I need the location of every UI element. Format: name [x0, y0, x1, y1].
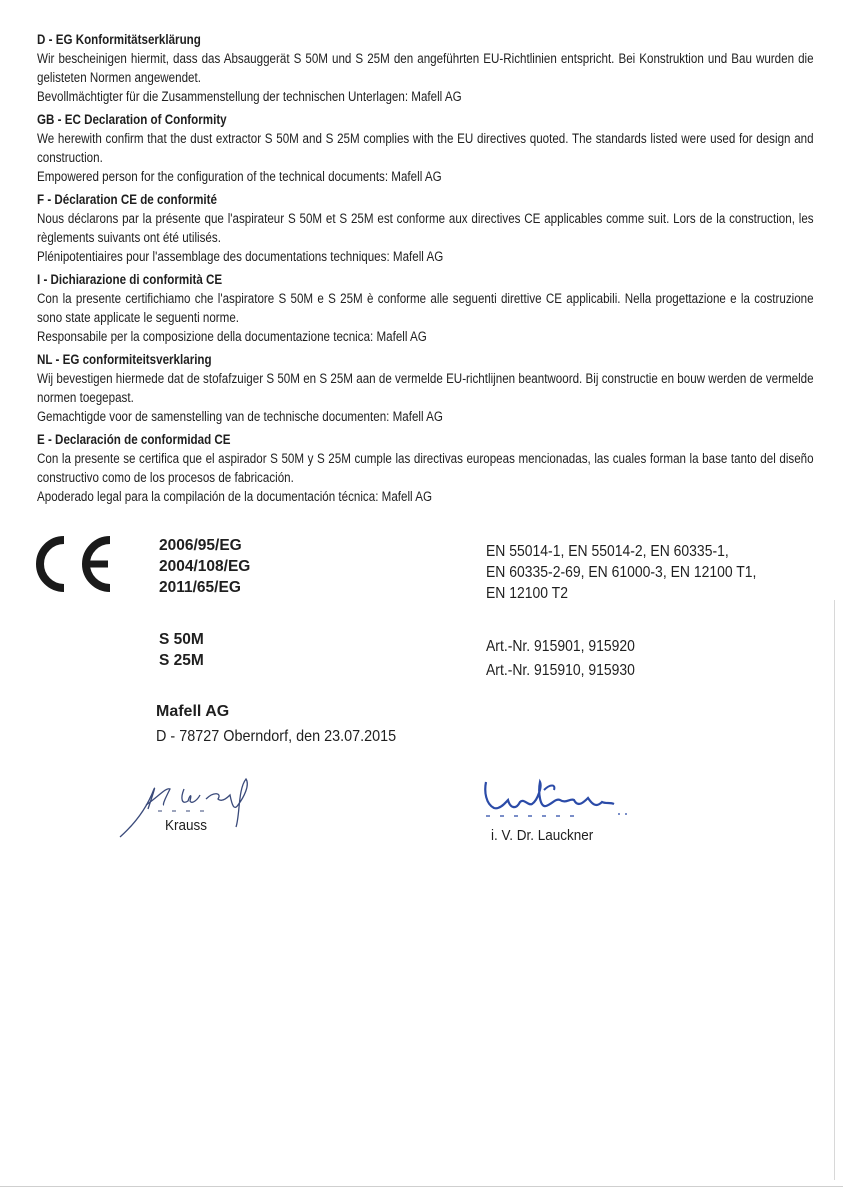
declaration-body: Con la presente certifichiamo che l'aspiratore S 50M e S 25M è conforme alle seguenti direttive CE applicabili. Nella progettazione e la costruzione sono state applicate le seguenti norme.	[37, 291, 814, 325]
signatory-name: i. V. Dr. Lauckner	[491, 827, 594, 844]
ce-mark-icon	[30, 532, 114, 596]
directive-list	[159, 535, 250, 598]
declaration-empowered: Empowered person for the configuration of the technical documents: Mafell AG	[37, 169, 442, 184]
declaration-empowered: Bevollmächtigter für die Zusammenstellung der technischen Unterlagen: Mafell AG	[37, 89, 462, 104]
declaration-body: Wir bescheinigen hiermit, dass das Absauggerät S 50M und S 25M den angeführten EU-Richtlinien entspricht. Bei Konstruktion und Bau wurden die gelisteten Normen angewendet.	[37, 51, 814, 85]
declaration-body: Con la presente se certifica que el aspirador S 50M y S 25M cumple las directivas europeas mencionadas, las cuales forman la base tanto del diseño constructivo como de los procesos de fabricación.	[37, 451, 814, 485]
signature-lauckner-icon	[480, 778, 630, 822]
model-item: S 25M	[159, 652, 204, 669]
declaration-body: Wij bevestigen hiermede dat de stofafzuiger S 50M en S 25M aan de vermelde EU-richtlijnen beantwoord. Bij constructie en bouw werden de vermelde normen toegepast.	[37, 371, 814, 405]
declaration-it	[37, 270, 813, 346]
signature-krauss-icon	[118, 775, 278, 845]
standards-line: EN 55014-1, EN 55014-2, EN 60335-1,	[486, 543, 729, 560]
signatory-name: Krauss	[165, 817, 208, 834]
page-edge	[834, 600, 835, 1180]
declaration-list	[37, 30, 813, 506]
model-item: S 50M	[159, 631, 204, 648]
page-edge	[0, 1186, 843, 1187]
directive-item: 2006/95/EG	[159, 537, 242, 554]
directive-item: 2004/108/EG	[159, 558, 251, 575]
declaration-heading: F - Déclaration CE de conformité	[37, 192, 217, 207]
article-number: Art.-Nr. 915901, 915920	[486, 638, 635, 655]
standards-list	[486, 541, 756, 604]
model-list	[159, 629, 204, 671]
declaration-body: Nous déclarons par la présente que l'aspirateur S 50M et S 25M est conforme aux directives CE applicables comme suit. Lors de la construction, les règlements suivants ont été utilisés.	[37, 211, 814, 245]
company-name: Mafell AG	[156, 703, 230, 720]
declaration-heading: E - Declaración de conformidad CE	[37, 432, 231, 447]
standards-line: EN 60335-2-69, EN 61000-3, EN 12100 T1,	[486, 564, 757, 581]
place-date: D - 78727 Oberndorf, den 23.07.2015	[156, 728, 397, 745]
declaration-body: We herewith confirm that the dust extractor S 50M and S 25M complies with the EU directives quoted. The standards listed were used for design and construction.	[37, 131, 814, 165]
declaration-heading: I - Dichiarazione di conformità CE	[37, 272, 223, 287]
declaration-heading: NL - EG conformiteitsverklaring	[37, 352, 212, 367]
article-number-list	[486, 635, 635, 683]
directive-item: 2011/65/EG	[159, 579, 241, 596]
declaration-fr	[37, 190, 813, 266]
declaration-empowered: Responsabile per la composizione della documentazione tecnica: Mafell AG	[37, 329, 427, 344]
declaration-heading: GB - EC Declaration of Conformity	[37, 112, 227, 127]
declaration-nl	[37, 350, 813, 426]
declaration-empowered: Plénipotentiaires pour l'assemblage des documentations techniques: Mafell AG	[37, 249, 444, 264]
declaration-es	[37, 430, 813, 506]
declaration-de	[37, 30, 813, 106]
declaration-empowered: Apoderado legal para la compilación de la documentación técnica: Mafell AG	[37, 489, 432, 504]
declaration-empowered: Gemachtigde voor de samenstelling van de technische documenten: Mafell AG	[37, 409, 443, 424]
declaration-heading: D - EG Konformitätserklärung	[37, 32, 201, 47]
declaration-gb	[37, 110, 813, 186]
standards-line: EN 12100 T2	[486, 585, 568, 602]
article-number: Art.-Nr. 915910, 915930	[486, 662, 635, 679]
